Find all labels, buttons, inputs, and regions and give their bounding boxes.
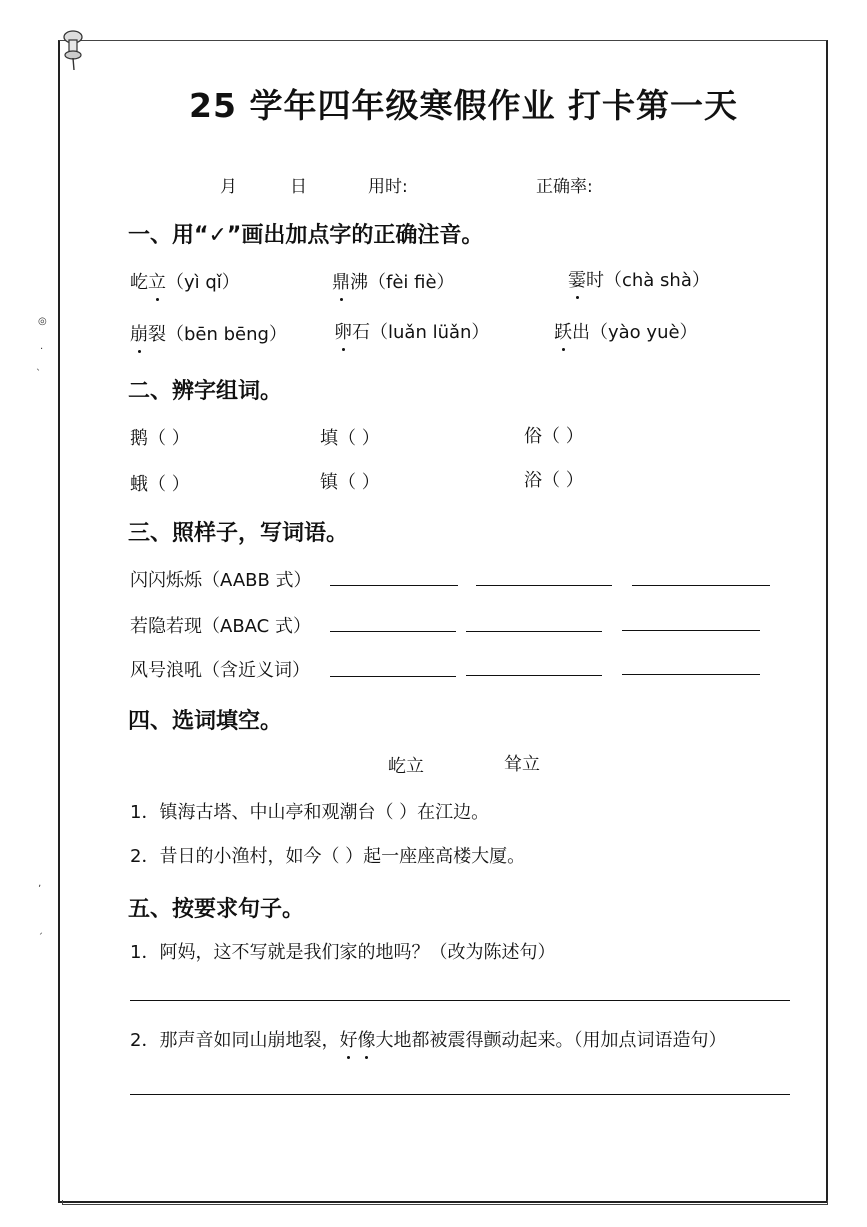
pinyin-item-5: [334, 318, 489, 344]
pinyin-item-1: [130, 268, 240, 294]
day-label: 日: [290, 177, 307, 197]
item-char: 裂: [148, 324, 166, 345]
pinyin-options[interactable]: （yào yuè）: [590, 322, 698, 343]
scan-mark: ˎ: [36, 360, 41, 371]
item-char: 沸: [350, 272, 368, 293]
answer-blank[interactable]: [632, 585, 770, 586]
example-row-1-label: 闪闪烁烁（AABB 式）: [130, 570, 312, 591]
scan-mark: ˏ: [38, 924, 43, 935]
pinyin-item-2: [332, 268, 455, 294]
dotted-char: 像: [357, 1026, 375, 1052]
dotted-char: 鼎: [332, 268, 350, 294]
example-row-3-label: 风号浪吼（含近义词）: [130, 660, 310, 681]
section4-heading: 四、选词填空。: [128, 709, 283, 734]
answer-blank[interactable]: [622, 630, 760, 631]
pinyin-item-3: [568, 266, 710, 292]
dotted-char: 崩: [130, 320, 148, 346]
section2-heading: 二、辨字组词。: [128, 379, 283, 404]
question-text: 2．那声音如同山崩地裂，: [130, 1030, 340, 1051]
item-char: 石: [352, 322, 370, 343]
dotted-char: 好: [339, 1026, 357, 1052]
word-group-item-1[interactable]: 鹅（ ）: [130, 428, 190, 449]
pushpin-icon: [60, 28, 88, 72]
pinyin-item-4: [130, 320, 287, 346]
time-used-label: 用时:: [368, 177, 408, 197]
pinyin-item-6: [554, 318, 698, 344]
word-choice-2: 耸立: [504, 754, 540, 775]
answer-blank[interactable]: [466, 631, 602, 632]
word-group-item-3[interactable]: 俗（ ）: [524, 426, 584, 447]
page-title: 25 学年四年级寒假作业 打卡第一天: [189, 86, 738, 125]
answer-blank[interactable]: [330, 676, 456, 677]
dotted-char: 跃: [554, 318, 572, 344]
accuracy-label: 正确率:: [536, 177, 593, 197]
fill-question-1[interactable]: 1．镇海古塔、中山亭和观潮台（ ）在江边。: [130, 802, 490, 823]
sentence-question-1: 1．阿妈，这不写就是我们家的地吗？（改为陈述句）: [130, 942, 556, 963]
item-char: 出: [572, 322, 590, 343]
pinyin-options[interactable]: （luǎn lüǎn）: [370, 322, 490, 343]
fill-question-2[interactable]: 2．昔日的小渔村，如今（ ）起一座座高楼大厦。: [130, 846, 526, 867]
pinyin-options[interactable]: （yì qǐ）: [166, 272, 240, 293]
answer-line-1[interactable]: [130, 1000, 790, 1001]
pinyin-options[interactable]: （bēn bēng）: [166, 324, 287, 345]
dotted-char: 立: [148, 268, 166, 294]
section5-heading: 五、按要求句子。: [128, 897, 305, 922]
word-group-item-4[interactable]: 蛾（ ）: [130, 474, 190, 495]
answer-blank[interactable]: [476, 585, 612, 586]
scan-mark: ʼ: [38, 884, 42, 895]
scan-mark: ◎: [38, 316, 47, 327]
answer-blank[interactable]: [622, 674, 760, 675]
section1-heading: 一、用“✓”画出加点字的正确注音。: [128, 223, 484, 248]
pinyin-options[interactable]: （chà shà）: [604, 270, 710, 291]
word-group-item-5[interactable]: 镇（ ）: [320, 472, 380, 493]
pinyin-options[interactable]: （fèi fiè）: [368, 272, 455, 293]
word-group-item-6[interactable]: 浴（ ）: [524, 470, 584, 491]
dotted-char: 卵: [334, 318, 352, 344]
question-text: 大地都被震得颤动起来。（用加点词语造句）: [375, 1030, 727, 1051]
word-group-item-2[interactable]: 填（ ）: [320, 428, 380, 449]
scan-mark: ·: [40, 344, 44, 355]
section3-heading: 三、照样子，写词语。: [128, 521, 349, 546]
dotted-char: 霎: [568, 266, 586, 292]
item-char: 屹: [130, 272, 148, 293]
paper-shadow-edge: [62, 1200, 828, 1205]
item-char: 时: [586, 270, 604, 291]
word-choice-1: 屹立: [388, 756, 424, 777]
answer-blank[interactable]: [330, 585, 458, 586]
answer-blank[interactable]: [466, 675, 602, 676]
example-row-2-label: 若隐若现（ABAC 式）: [130, 616, 311, 637]
month-label: 月: [220, 177, 237, 197]
answer-line-2[interactable]: [130, 1094, 790, 1095]
answer-blank[interactable]: [330, 631, 456, 632]
sentence-question-2: [130, 1026, 726, 1052]
